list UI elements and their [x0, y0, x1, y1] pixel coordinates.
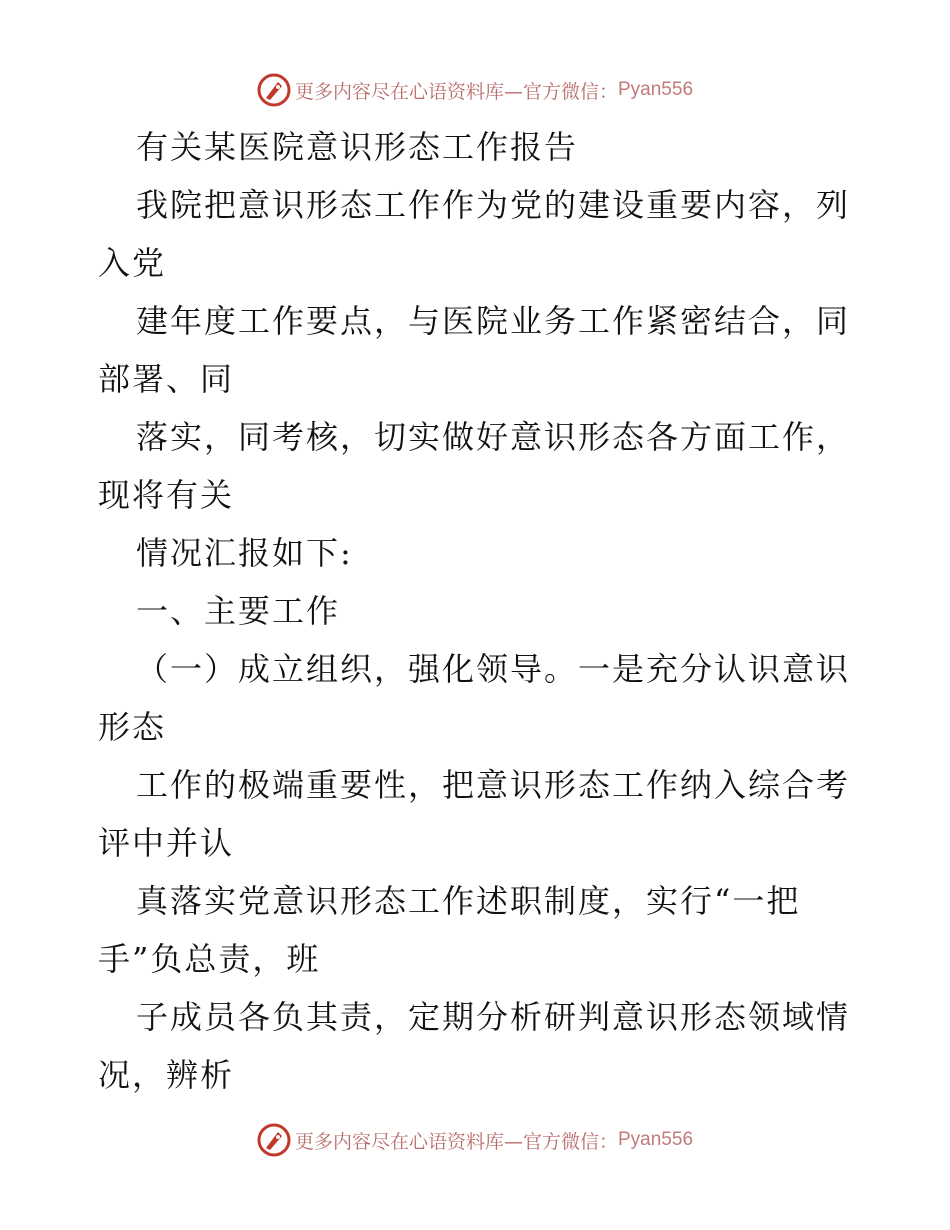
body-text-line: 工作的极端重要性，把意识形态工作纳入综合考 — [136, 766, 851, 804]
body-text-line: 手”负总责，班 — [98, 940, 321, 978]
watermark-wechat-id: Pyan556 — [618, 79, 694, 100]
body-text-line: 部署、同 — [98, 360, 235, 398]
body-text-line: 现将有关 — [98, 476, 235, 514]
watermark-text: 更多内容尽在心语资料库—官方微信： — [294, 80, 618, 103]
pen-nib-seal-icon — [257, 1123, 291, 1157]
body-text-line: 情况汇报如下: — [136, 534, 353, 572]
watermark-text: 更多内容尽在心语资料库—官方微信： — [294, 1130, 618, 1153]
body-text-line: （一）成立组织，强化领导。一是充分认识意识 — [136, 650, 851, 688]
body-text-line: 况，辨析 — [98, 1056, 235, 1094]
body-text-line: 我院把意识形态工作作为党的建设重要内容，列 — [136, 186, 851, 224]
document-body — [98, 118, 858, 1104]
header-watermark — [0, 70, 950, 110]
body-text-line: 建年度工作要点，与医院业务工作紧密结合，同 — [136, 302, 851, 340]
body-text-line: 落实，同考核，切实做好意识形态各方面工作， — [136, 418, 851, 456]
body-text-line: 真落实党意识形态工作述职制度，实行“一把 — [136, 882, 801, 920]
document-title: 有关某医院意识形态工作报告 — [136, 128, 579, 166]
body-text-line: 一、主要工作 — [136, 592, 341, 630]
body-text-line: 入党 — [98, 244, 167, 282]
footer-watermark — [0, 1120, 950, 1160]
watermark-wechat-id: Pyan556 — [618, 1129, 694, 1150]
body-text-line: 形态 — [98, 708, 167, 746]
pen-nib-seal-icon — [257, 73, 291, 107]
body-text-line: 评中并认 — [98, 824, 235, 862]
body-text-line: 子成员各负其责，定期分析研判意识形态领域情 — [136, 998, 851, 1036]
